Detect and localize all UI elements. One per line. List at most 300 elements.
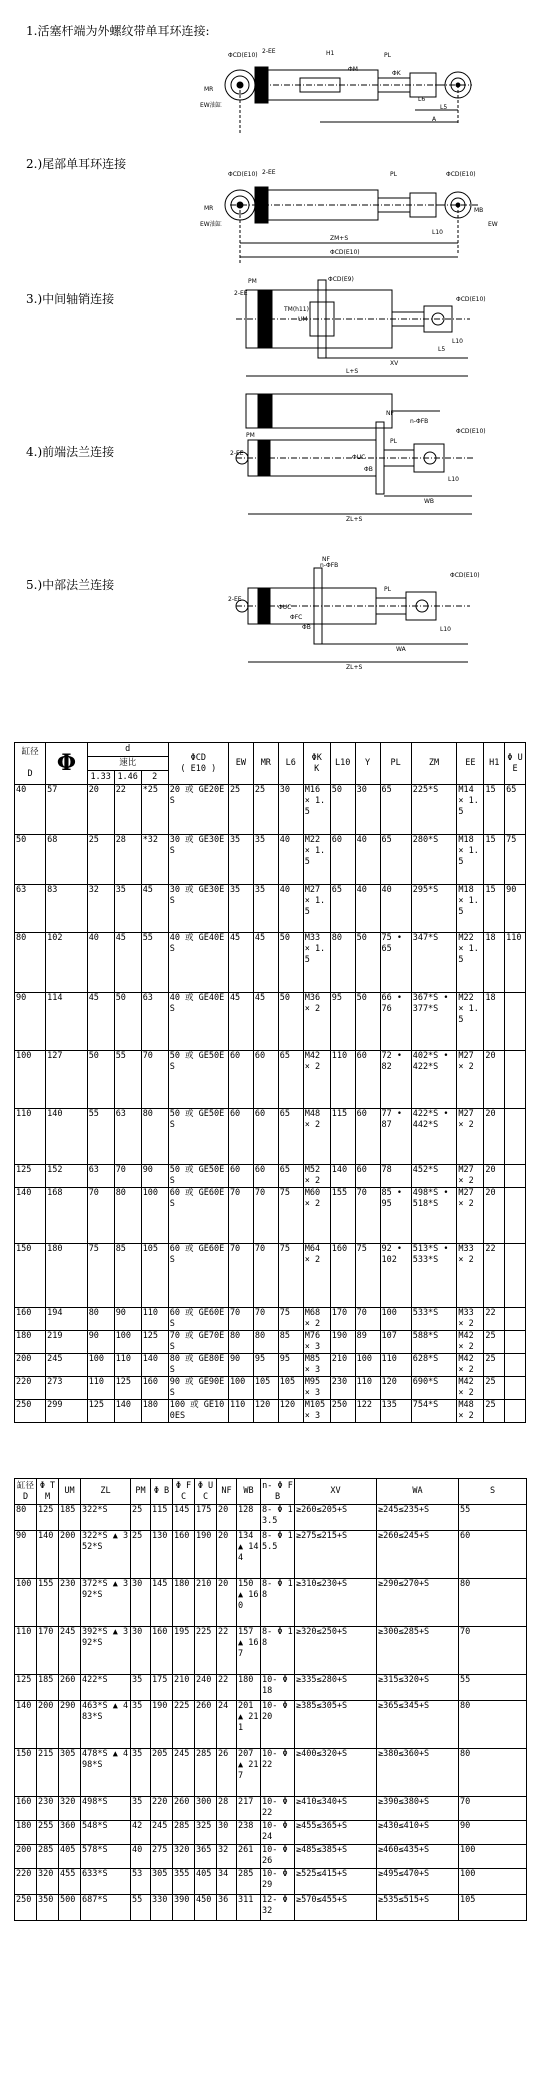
cell-l6: 50 [278,993,303,1051]
cell-y: 75 [355,1244,380,1308]
cell-A: 194 [46,1308,88,1331]
cell-d1: 55 [87,1109,114,1165]
cell-tm: 320 [37,1869,59,1895]
cell-nf: 30 [217,1821,237,1845]
label-fc: ΦFC [290,614,303,621]
cell-pm: 30 [131,1579,151,1627]
header2-um: UM [59,1479,81,1505]
table-row [15,1821,527,1845]
label-wb: WB [424,498,435,505]
cell-uc: 190 [195,1531,217,1579]
cell-fc: 355 [173,1869,195,1895]
drawing-rod-eye-mount [0,40,540,135]
cell-ee: M33 × 2 [457,1308,484,1331]
cell-xv: ≥385≤305+S [295,1701,377,1749]
cell-wa: ≥430≤410+S [377,1821,459,1845]
header2-uc: Φ UC [195,1479,217,1505]
cell-ee: M22 × 1.5 [457,933,484,993]
table-row [15,1579,527,1627]
table-row [15,1531,527,1579]
cell-uc: 405 [195,1869,217,1895]
header2-wa: WA [377,1479,459,1505]
cell-zm: 225*S [411,785,457,835]
cell-cd: 50 或 GE50ES [168,1109,228,1165]
cell-D: 160 [15,1797,37,1821]
cell-um: 245 [59,1627,81,1675]
label-pl: PL [384,586,391,593]
cell-k: M36 × 2 [303,993,330,1051]
cell-l10: 50 [330,785,355,835]
cell-d2: 125 [114,1377,141,1400]
cell-A: 83 [46,885,88,933]
cell-s: 105 [459,1895,527,1921]
cell-wa: ≥365≤345+S [377,1701,459,1749]
cell-l10: 110 [330,1051,355,1109]
cell-h1: 20 [484,1051,505,1109]
cell-b: 220 [151,1797,173,1821]
cell-pl: 66 • 76 [380,993,411,1051]
cell-s: 90 [459,1821,527,1845]
cell-cd: 90 或 GE90ES [168,1377,228,1400]
label-l10: L10 [440,626,451,633]
cell-zm: 628*S [411,1354,457,1377]
cell-l6: 85 [278,1331,303,1354]
cell-wa: ≥300≤285+S [377,1627,459,1675]
cell-l10: 80 [330,933,355,993]
cell-ue: 75 [505,835,526,885]
cell-d3: 63 [141,993,168,1051]
label-mr: MR [204,205,214,212]
section-title-4: 4.)前端法兰连接 [26,445,115,459]
cell-cd: 60 或 GE60ES [168,1308,228,1331]
cell-D: 90 [15,993,46,1051]
header-zm: ZM [411,743,457,785]
cell-d3: 140 [141,1354,168,1377]
cell-A: 152 [46,1165,88,1188]
cell-b: 330 [151,1895,173,1921]
cell-wb: 311 [237,1895,261,1921]
cell-cd: 80 或 GE80ES [168,1354,228,1377]
cell-mr: 35 [253,885,278,933]
cell-A: 245 [46,1354,88,1377]
header-bore-sub: D [27,769,33,779]
header2-b: Φ B [151,1479,173,1505]
cell-um: 455 [59,1869,81,1895]
cell-D: 180 [15,1331,46,1354]
cell-wa: ≥535≤515+S [377,1895,459,1921]
header-ratio-146: 1.46 [114,771,141,785]
table-row [15,1627,527,1675]
cell-D: 160 [15,1308,46,1331]
cell-D: 200 [15,1354,46,1377]
cell-d3: 180 [141,1400,168,1423]
header-bore [15,743,46,785]
cell-xv: ≥335≤280+S [295,1675,377,1701]
cell-pm: 42 [131,1821,151,1845]
cell-D: 110 [15,1627,37,1675]
cell-cd: 70 或 GE70ES [168,1331,228,1354]
cell-fb: 8- Φ 13.5 [261,1505,295,1531]
cell-A: 114 [46,993,88,1051]
cell-mr: 70 [253,1308,278,1331]
cell-nf: 36 [217,1895,237,1921]
cell-nf: 22 [217,1627,237,1675]
label-ls: L+S [346,368,359,375]
cell-nf: 20 [217,1505,237,1531]
cell-d1: 90 [87,1331,114,1354]
cell-k: M48 × 2 [303,1109,330,1165]
cell-zm: 367*S • 377*S [411,993,457,1051]
cell-b: 175 [151,1675,173,1701]
label-nf: NF [322,556,330,563]
cell-A: 168 [46,1188,88,1244]
table-row [15,1354,526,1377]
label-l5: L5 [440,104,448,111]
cell-D: 100 [15,1051,46,1109]
header-ratio-2: 2 [141,771,168,785]
header2-nf: NF [217,1479,237,1505]
header2-zl: ZL [81,1479,131,1505]
cell-d2: 45 [114,933,141,993]
header2-tm: Φ TM [37,1479,59,1505]
label-ee: 2-EE [262,169,276,176]
cell-l10: 95 [330,993,355,1051]
cell-y: 100 [355,1354,380,1377]
cell-ee: M48 × 2 [457,1400,484,1423]
table-row [15,1749,527,1797]
cell-wa: ≥260≤245+S [377,1531,459,1579]
cell-cd: 50 或 GE50ES [168,1165,228,1188]
cell-pm: 55 [131,1895,151,1921]
label-pl: PL [390,171,397,178]
cell-fc: 260 [173,1797,195,1821]
header-d: d [87,743,168,757]
table-row [15,1701,527,1749]
drawing-front-flange-mount [0,410,540,540]
cell-zl: 687*S [81,1895,131,1921]
cell-wa: ≥380≤360+S [377,1749,459,1797]
cell-fc: 160 [173,1531,195,1579]
cell-cd: 60 或 GE60ES [168,1188,228,1244]
label-b: ΦB [302,624,311,631]
label-ew: EW油缸 [200,221,222,228]
cell-k: M85 × 3 [303,1354,330,1377]
cell-l6: 75 [278,1244,303,1308]
cell-zl: 498*S [81,1797,131,1821]
header-k-sub: K [314,763,320,774]
cell-y: 70 [355,1188,380,1244]
cell-nf: 20 [217,1579,237,1627]
cell-l10: 250 [330,1400,355,1423]
cell-ue [505,1308,526,1331]
cell-ee: M27 × 2 [457,1165,484,1188]
dimension-table-2-body [15,1505,527,1921]
header2-s: S [459,1479,527,1505]
cell-D: 200 [15,1845,37,1869]
cell-wa: ≥460≤435+S [377,1845,459,1869]
cell-zm: 422*S • 442*S [411,1109,457,1165]
section-title-5: 5.)中部法兰连接 [26,578,115,592]
cell-pm: 53 [131,1869,151,1895]
cell-pm: 25 [131,1531,151,1579]
label-zl: ZL+S [346,664,363,671]
cell-d3: 55 [141,933,168,993]
cell-ue [505,1331,526,1354]
label-pl: PL [390,438,397,445]
label-xv: XV [390,360,399,367]
cell-um: 290 [59,1701,81,1749]
header-cd-sub: ( E10 ) [180,763,217,774]
cell-d3: *32 [141,835,168,885]
cell-k: M68 × 2 [303,1308,330,1331]
header2-bore-sub: D [22,1491,29,1502]
cell-xv: ≥400≤320+S [295,1749,377,1797]
cell-d2: 90 [114,1308,141,1331]
cell-mr: 105 [253,1377,278,1400]
label-wa: WA [396,646,406,653]
cell-y: 30 [355,785,380,835]
cell-A: 140 [46,1109,88,1165]
cell-D: 250 [15,1895,37,1921]
cell-zl: 322*S [81,1505,131,1531]
cell-wb: 238 [237,1821,261,1845]
cell-d2: 140 [114,1400,141,1423]
cell-xv: ≥485≤385+S [295,1845,377,1869]
cell-zl: 463*S ▲ 483*S [81,1701,131,1749]
label-pm: PM [248,278,257,285]
cell-pl: 77 • 87 [380,1109,411,1165]
header2-xv: XV [295,1479,377,1505]
header-l6: L6 [278,743,303,785]
cell-zl: 578*S [81,1845,131,1869]
table-row [15,1675,527,1701]
cell-ew: 25 [228,785,253,835]
cell-d1: 45 [87,993,114,1051]
cell-wa: ≥495≤470+S [377,1869,459,1895]
cell-mr: 120 [253,1400,278,1423]
cell-k: M33 × 1.5 [303,933,330,993]
label-cd-bottom: ΦCD(E10) [330,249,360,256]
cell-zm: 498*S • 518*S [411,1188,457,1244]
cell-l6: 65 [278,1109,303,1165]
cell-D: 180 [15,1821,37,1845]
cell-d2: 22 [114,785,141,835]
cell-zm: 280*S [411,835,457,885]
cell-xv: ≥525≤415+S [295,1869,377,1895]
cell-tm: 170 [37,1627,59,1675]
cell-nf: 20 [217,1531,237,1579]
cell-xv: ≥410≤340+S [295,1797,377,1821]
cell-xv: ≥455≤365+S [295,1821,377,1845]
cell-fc: 195 [173,1627,195,1675]
cell-fc: 285 [173,1821,195,1845]
cell-pm: 40 [131,1845,151,1869]
cell-mr: 70 [253,1244,278,1308]
cell-xv: ≥570≤455+S [295,1895,377,1921]
cell-tm: 255 [37,1821,59,1845]
cell-d3: 90 [141,1165,168,1188]
cell-ue [505,993,526,1051]
cell-A: 57 [46,785,88,835]
cell-d2: 50 [114,993,141,1051]
cell-d1: 32 [87,885,114,933]
cell-y: 122 [355,1400,380,1423]
cell-D: 40 [15,785,46,835]
cell-ew: 35 [228,885,253,933]
table-row [15,1244,526,1308]
label-ee: 2-EE [262,48,276,55]
table-row [15,885,526,933]
cell-mr: 25 [253,785,278,835]
label-l10: L10 [448,476,459,483]
cell-A: 68 [46,835,88,885]
cell-fb: 10- Φ 20 [261,1701,295,1749]
header-bore-label: 缸径 [21,747,39,757]
cell-pm: 35 [131,1701,151,1749]
cell-uc: 240 [195,1675,217,1701]
cell-pl: 65 [380,835,411,885]
cell-l6: 40 [278,835,303,885]
cell-uc: 175 [195,1505,217,1531]
cell-cd: 100 或 GE100ES [168,1400,228,1423]
cell-h1: 22 [484,1308,505,1331]
cell-pl: 72 • 82 [380,1051,411,1109]
cell-D: 90 [15,1531,37,1579]
cell-uc: 450 [195,1895,217,1921]
label-ew: EW油缸 [200,102,222,109]
label-cd: ΦCD(E10) [456,428,486,435]
label-b: ΦB [364,466,373,473]
cell-tm: 215 [37,1749,59,1797]
cell-b: 130 [151,1531,173,1579]
cell-y: 110 [355,1377,380,1400]
table-row [15,1895,527,1921]
cell-D: 150 [15,1749,37,1797]
label-ee: 2-EE [234,290,248,297]
cell-b: 145 [151,1579,173,1627]
table-row [15,785,526,835]
cell-l6: 75 [278,1308,303,1331]
cell-pl: 120 [380,1377,411,1400]
cell-zl: 392*S ▲ 392*S [81,1627,131,1675]
cell-D: 50 [15,835,46,885]
cell-tm: 140 [37,1531,59,1579]
label-nf: NF [386,410,394,417]
cell-l10: 230 [330,1377,355,1400]
cell-d1: 125 [87,1400,114,1423]
cell-pl: 78 [380,1165,411,1188]
cell-zl: 322*S ▲ 352*S [81,1531,131,1579]
cell-s: 100 [459,1869,527,1895]
cell-mr: 45 [253,933,278,993]
cell-wb: 180 [237,1675,261,1701]
label-cd-e9: ΦCD(E9) [328,276,354,283]
cell-ue [505,1354,526,1377]
cell-um: 260 [59,1675,81,1701]
cell-d3: 100 [141,1188,168,1244]
cell-D: 250 [15,1400,46,1423]
cell-D: 63 [15,885,46,933]
cell-l10: 155 [330,1188,355,1244]
cell-h1: 15 [484,785,505,835]
cell-fc: 320 [173,1845,195,1869]
cell-h1: 15 [484,885,505,933]
header-l10: L10 [330,743,355,785]
cell-ue: 110 [505,933,526,993]
cell-D: 80 [15,933,46,993]
cell-l10: 210 [330,1354,355,1377]
cell-ee: M27 × 2 [457,1051,484,1109]
cell-s: 70 [459,1797,527,1821]
label-l6: L6 [418,96,426,103]
cell-uc: 260 [195,1701,217,1749]
cell-b: 205 [151,1749,173,1797]
cell-zm: 588*S [411,1331,457,1354]
cell-d2: 55 [114,1051,141,1109]
cell-cd: 40 或 GE40ES [168,933,228,993]
cell-mr: 60 [253,1109,278,1165]
header2-pm: PM [131,1479,151,1505]
cell-nf: 28 [217,1797,237,1821]
cell-ee: M42 × 2 [457,1377,484,1400]
table-row [15,1188,526,1244]
cell-ue: 90 [505,885,526,933]
cell-d2: 100 [114,1331,141,1354]
cell-pm: 35 [131,1797,151,1821]
cell-l6: 65 [278,1165,303,1188]
cell-l6: 105 [278,1377,303,1400]
cell-s: 100 [459,1845,527,1869]
dimension-table-1-body [15,785,526,1423]
cell-cd: 30 或 GE30ES [168,835,228,885]
cell-ew: 80 [228,1331,253,1354]
cell-wa: ≥315≤320+S [377,1675,459,1701]
cell-ew: 70 [228,1244,253,1308]
cell-s: 80 [459,1749,527,1797]
cell-ue [505,1188,526,1244]
label-l10: L10 [432,229,443,236]
cell-uc: 300 [195,1797,217,1821]
cell-um: 185 [59,1505,81,1531]
table-row [15,1331,526,1354]
cell-d2: 85 [114,1244,141,1308]
cell-h1: 25 [484,1400,505,1423]
label-uc: ΦUC [352,454,366,461]
header-k-label: ΦK [311,752,322,763]
cell-l6: 95 [278,1354,303,1377]
cell-pl: 135 [380,1400,411,1423]
table-row [15,1165,526,1188]
section-title-3: 3.)中间轴销连接 [26,292,115,306]
cell-y: 70 [355,1308,380,1331]
cell-d2: 70 [114,1165,141,1188]
label-h1: H1 [326,50,335,57]
cell-fc: 390 [173,1895,195,1921]
cell-ee: M18 × 1.5 [457,835,484,885]
cell-d1: 100 [87,1354,114,1377]
header-cd [168,743,228,785]
cell-um: 320 [59,1797,81,1821]
cell-D: 220 [15,1869,37,1895]
cell-d3: 70 [141,1051,168,1109]
cell-k: M95 × 3 [303,1377,330,1400]
cell-ew: 60 [228,1109,253,1165]
cell-ee: M18 × 1.5 [457,885,484,933]
cell-zl: 372*S ▲ 392*S [81,1579,131,1627]
cell-ee: M42 × 2 [457,1354,484,1377]
cell-fb: 8- Φ 18 [261,1627,295,1675]
cell-s: 80 [459,1701,527,1749]
